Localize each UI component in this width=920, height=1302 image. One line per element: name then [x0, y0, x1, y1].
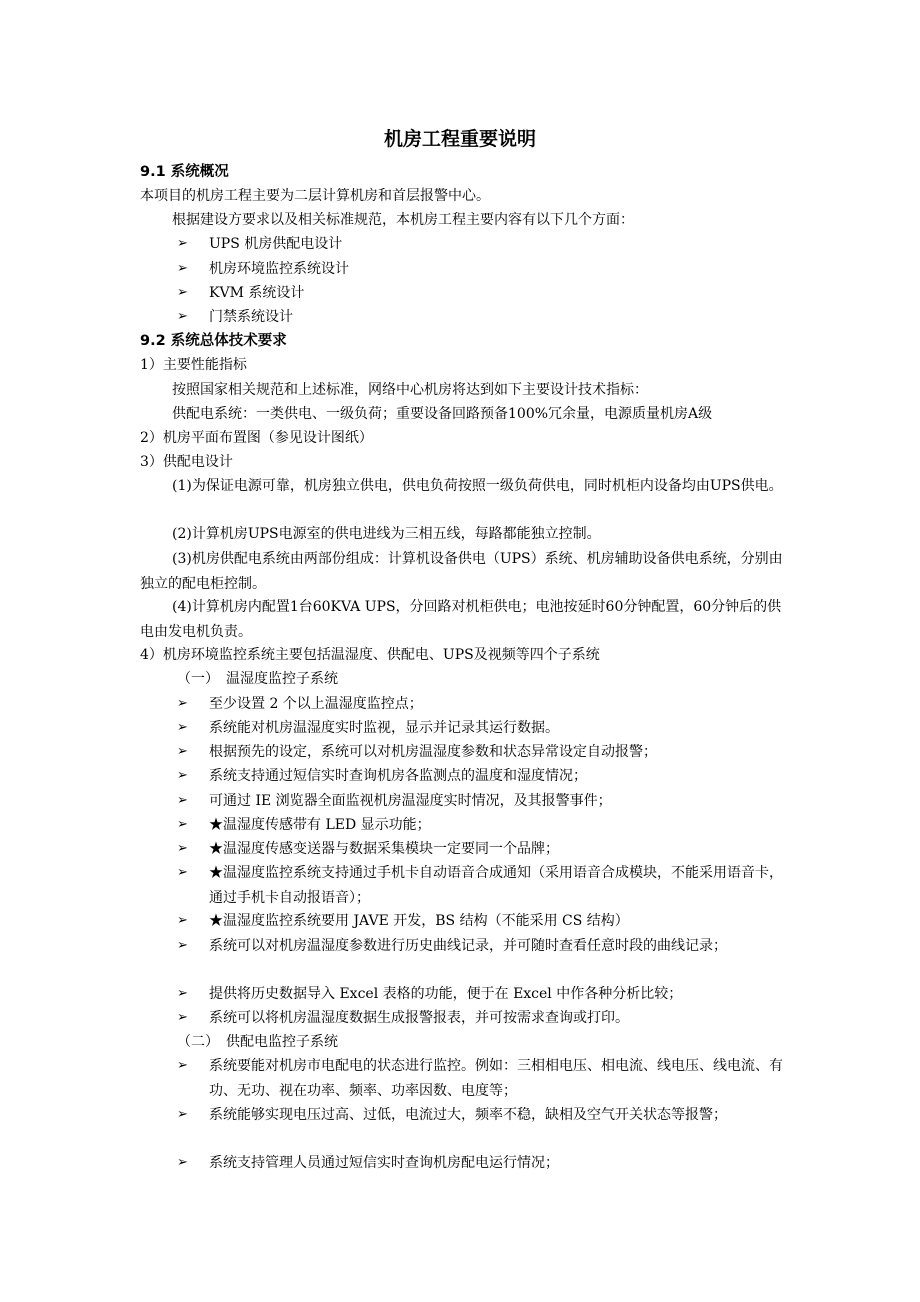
- arrowhead-bullet-icon: ➢: [177, 236, 188, 251]
- paragraph: 本项目的机房工程主要为二层计算机房和首层报警中心。: [140, 188, 490, 204]
- list-item: 系统支持管理人员通过短信实时查询机房配电运行情况；: [209, 1155, 559, 1171]
- section-heading-9-1: 9.1 系统概况: [140, 164, 229, 180]
- arrowhead-bullet-icon: ➢: [177, 285, 188, 300]
- list-item: 系统能够实现电压过高、过低，电流过大，频率不稳，缺相及空气开关状态等报警；: [209, 1107, 727, 1123]
- list-item: ★温湿度监控系统要用 JAVE 开发，BS 结构（不能采用 CS 结构）: [209, 913, 629, 929]
- arrowhead-bullet-icon: ➢: [177, 1155, 188, 1170]
- paragraph: 按照国家相关规范和上述标准，网络中心机房将达到如下主要设计技术指标：: [172, 382, 648, 398]
- arrowhead-bullet-icon: ➢: [177, 1107, 188, 1122]
- list-item: 根据预先的设定，系统可以对机房温湿度参数和状态异常设定自动报警；: [209, 744, 657, 760]
- paragraph: 2）机房平面布置图（参见设计图纸）: [140, 430, 373, 446]
- arrowhead-bullet-icon: ➢: [177, 696, 188, 711]
- paragraph: (4)计算机房内配置1台60KVA UPS，分回路对机柜供电；电池按延时60分钟配置，60分钟后的供电由发电机负责。: [140, 599, 782, 640]
- paragraph: 1）主要性能指标: [140, 357, 247, 373]
- list-item: 系统可以对机房温湿度参数进行历史曲线记录，并可随时查看任意时段的曲线记录；: [209, 938, 727, 954]
- list-item: 机房环境监控系统设计: [209, 261, 349, 277]
- arrowhead-bullet-icon: ➢: [177, 1058, 188, 1073]
- subsection-heading: （二） 供配电监控子系统: [177, 1034, 338, 1050]
- list-item: 提供将历史数据导入 Excel 表格的功能，便于在 Excel 中作各种分析比较；: [209, 986, 683, 1002]
- section-heading-9-2: 9.2 系统总体技术要求: [140, 333, 287, 349]
- list-item: 系统要能对机房市电配电的状态进行监控。例如：三相相电压、相电流、线电压、线电流、有功、无功、视在功率、频率、功率因数、电度等；: [209, 1058, 783, 1099]
- list-item: ★温湿度传感带有 LED 显示功能；: [209, 817, 431, 833]
- arrowhead-bullet-icon: ➢: [177, 986, 188, 1001]
- arrowhead-bullet-icon: ➢: [177, 841, 188, 856]
- paragraph: (2)计算机房UPS电源室的供电进线为三相五线，每路都能独立控制。: [172, 526, 601, 542]
- list-item: ★温湿度传感变送器与数据采集模块一定要同一个品牌；: [209, 841, 559, 857]
- list-item: 系统能对机房温湿度实时监视，显示并记录其运行数据。: [209, 720, 559, 736]
- arrowhead-bullet-icon: ➢: [177, 817, 188, 832]
- list-item: 系统可以将机房温湿度数据生成报警报表，并可按需求查询或打印。: [209, 1010, 629, 1026]
- arrowhead-bullet-icon: ➢: [177, 720, 188, 735]
- list-item: 门禁系统设计: [209, 309, 293, 325]
- paragraph: 4）机房环境监控系统主要包括温湿度、供配电、UPS及视频等四个子系统: [140, 647, 600, 663]
- paragraph: (3)机房供配电系统由两部份组成：计算机设备供电（UPS）系统、机房辅助设备供电系统，分别由独立的配电柜控制。: [140, 551, 783, 592]
- arrowhead-bullet-icon: ➢: [177, 744, 188, 759]
- paragraph: 供配电系统：一类供电、一级负荷；重要设备回路预备100%冗余量，电源质量机房A级: [172, 406, 713, 422]
- arrowhead-bullet-icon: ➢: [177, 793, 188, 808]
- arrowhead-bullet-icon: ➢: [177, 1010, 188, 1025]
- list-item: UPS 机房供配电设计: [209, 236, 343, 252]
- subsection-heading: （一） 温湿度监控子系统: [177, 671, 338, 687]
- arrowhead-bullet-icon: ➢: [177, 938, 188, 953]
- arrowhead-bullet-icon: ➢: [177, 913, 188, 928]
- arrowhead-bullet-icon: ➢: [177, 768, 188, 783]
- page-title: 机房工程重要说明: [383, 128, 536, 150]
- arrowhead-bullet-icon: ➢: [177, 309, 188, 324]
- list-item: ★温湿度监控系统支持通过手机卡自动语音合成通知（采用语音合成模块，不能采用语音卡，通过手机卡自动报语音）；: [209, 865, 783, 906]
- paragraph: 3）供配电设计: [140, 454, 233, 470]
- paragraph: (1)为保证电源可靠，机房独立供电，供电负荷按照一级负荷供电，同时机柜内设备均由UPS供电。: [172, 478, 783, 494]
- list-item: 至少设置 2 个以上温湿度监控点；: [209, 696, 423, 712]
- arrowhead-bullet-icon: ➢: [177, 865, 188, 880]
- paragraph: 根据建设方要求以及相关标准规范，本机房工程主要内容有以下几个方面：: [172, 212, 634, 228]
- list-item: KVM 系统设计: [209, 285, 305, 301]
- arrowhead-bullet-icon: ➢: [177, 261, 188, 276]
- list-item: 可通过 IE 浏览器全面监视机房温湿度实时情况，及其报警事件；: [209, 793, 612, 809]
- list-item: 系统支持通过短信实时查询机房各监测点的温度和湿度情况；: [209, 768, 587, 784]
